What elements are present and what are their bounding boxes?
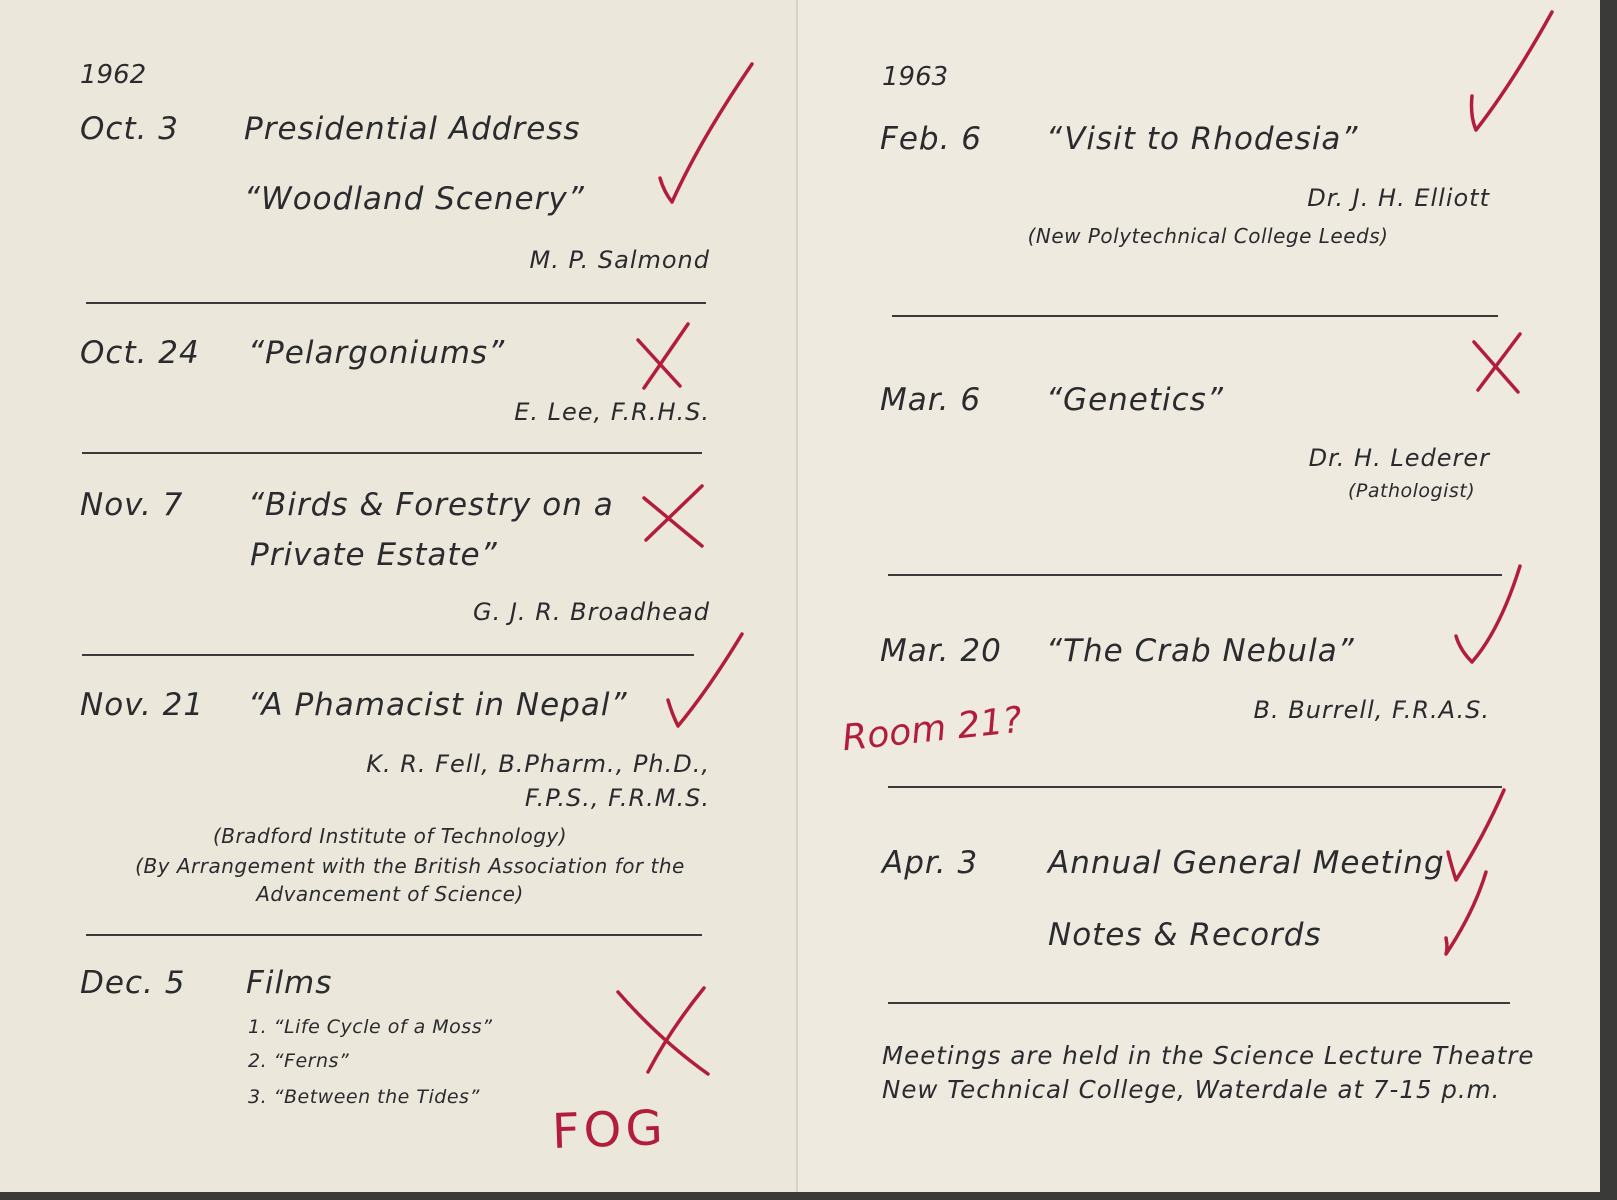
event-date: Oct. 3 — [80, 111, 180, 147]
handwritten-room-note: Room 21? — [840, 699, 1025, 760]
right-page — [798, 0, 1600, 1192]
event-title: “Pelargoniums” — [248, 335, 506, 371]
divider — [888, 1002, 1510, 1004]
event-speaker: Dr. H. Lederer — [1308, 444, 1490, 472]
film-item: 1. “Life Cycle of a Moss” — [248, 1016, 493, 1038]
event-affiliation: (New Polytechnical College Leeds) — [1027, 224, 1389, 248]
event-note: Advancement of Science) — [256, 882, 524, 906]
event-speaker: Dr. J. H. Elliott — [1307, 184, 1490, 212]
event-title: Annual General Meeting — [1048, 845, 1445, 881]
handwritten-fog: FOG — [551, 1100, 668, 1160]
divider — [82, 452, 702, 454]
event-speaker: G. J. R. Broadhead — [473, 598, 710, 626]
event-date: Feb. 6 — [880, 121, 983, 157]
year-1962: 1962 — [80, 60, 147, 90]
divider — [888, 786, 1502, 788]
film-item: 2. “Ferns” — [248, 1050, 350, 1072]
event-date: Nov. 7 — [80, 487, 184, 523]
divider — [888, 574, 1502, 576]
left-page — [0, 0, 798, 1192]
event-affiliation: (Pathologist) — [1348, 480, 1476, 502]
event-title: Presidential Address — [244, 111, 581, 147]
event-date: Oct. 24 — [80, 335, 200, 371]
event-date: Dec. 5 — [80, 965, 186, 1001]
event-title: “A Phamacist in Nepal” — [248, 687, 628, 723]
event-title: Private Estate” — [250, 537, 498, 573]
event-title: Notes & Records — [1048, 917, 1322, 953]
divider — [86, 302, 706, 304]
film-item: 3. “Between the Tides” — [248, 1086, 480, 1108]
event-title: “Visit to Rhodesia” — [1046, 121, 1359, 157]
event-date: Nov. 21 — [80, 687, 205, 723]
divider — [86, 934, 702, 936]
event-note: (Bradford Institute of Technology) — [212, 824, 568, 848]
event-title: “The Crab Nebula” — [1046, 633, 1355, 669]
event-speaker: K. R. Fell, B.Pharm., Ph.D., — [366, 750, 710, 778]
event-date: Mar. 6 — [880, 382, 982, 418]
event-speaker: M. P. Salmond — [529, 246, 710, 274]
event-speaker: B. Burrell, F.R.A.S. — [1253, 696, 1490, 724]
event-speaker: E. Lee, F.R.H.S. — [514, 398, 710, 426]
event-title: Films — [246, 965, 333, 1001]
event-speaker: F.P.S., F.R.M.S. — [524, 784, 710, 812]
year-1963: 1963 — [882, 62, 949, 92]
event-date: Mar. 20 — [880, 633, 1002, 669]
event-title: “Woodland Scenery” — [244, 181, 585, 217]
event-title: “Birds & Forestry on a — [248, 487, 614, 523]
event-note: (By Arrangement with the British Association for the — [135, 854, 685, 878]
divider — [892, 315, 1498, 317]
venue-note: Meetings are held in the Science Lecture Theatre — [882, 1041, 1535, 1070]
event-date: Apr. 3 — [882, 845, 979, 881]
event-title: “Genetics” — [1046, 382, 1224, 418]
venue-note: New Technical College, Waterdale at 7-15 p.m. — [882, 1075, 1501, 1104]
divider — [82, 654, 694, 656]
